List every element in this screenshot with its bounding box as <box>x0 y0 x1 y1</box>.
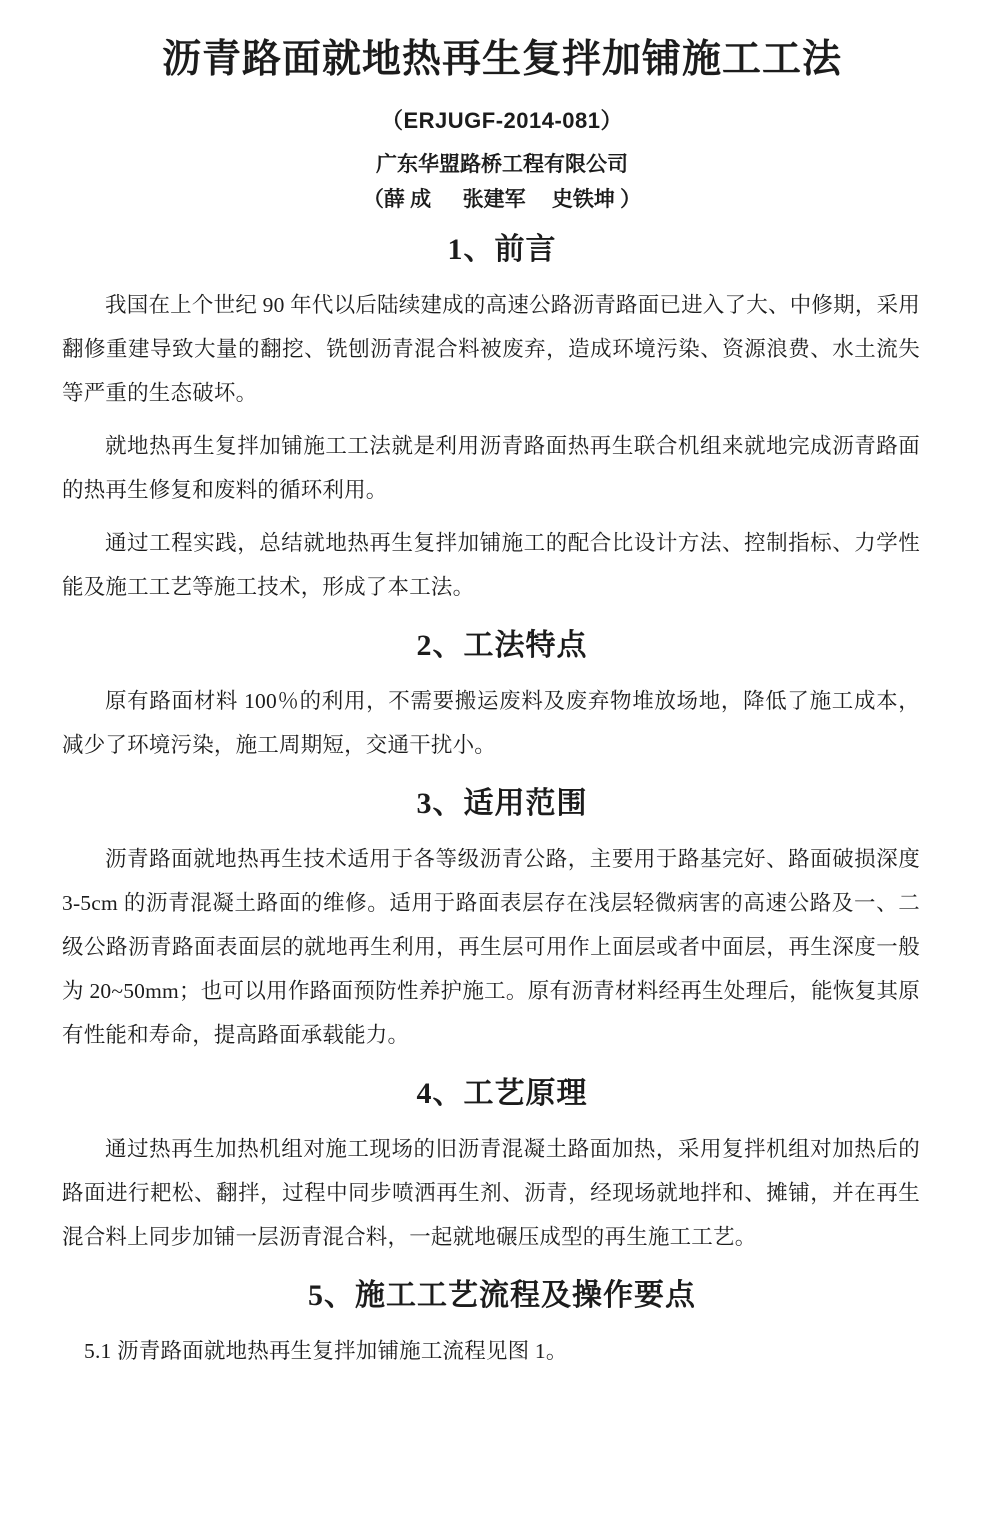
authors-line: （薛 成 张建军 史铁坤 ） <box>362 187 642 211</box>
section-heading-process: 5、施工工艺流程及操作要点 <box>308 1279 696 1312</box>
section-heading-features: 2、工法特点 <box>416 629 588 662</box>
paragraph: 原有路面材料 100％的利用，不需要搬运废料及废弃物堆放场地，降低了施工成本，减少了环境污染，施工周期短，交通干扰小。 <box>62 689 920 757</box>
paragraph: 通过工程实践，总结就地热再生复拌加铺施工的配合比设计方法、控制指标、力学性能及施工工艺等施工技术，形成了本工法。 <box>62 531 920 599</box>
paragraph: 沥青路面就地热再生技术适用于各等级沥青公路，主要用于路基完好、路面破损深度 3-5cm 的沥青混凝土路面的维修。适用于路面表层存在浅层轻微病害的高速公路及一、二级公路沥青路面表面层的就地再生利用，再生层可用作上面层或者中面层，再生深度一般为 20~50mm；也可以用作路面预防性养护施工。原有沥青材料经再生处理后，能恢复其原有性能和寿命，提高路面承载能力。 <box>62 847 920 1047</box>
section-heading-preface: 1、前言 <box>447 233 557 266</box>
document-title: 沥青路面就地热再生复拌加铺施工工法 <box>161 38 842 81</box>
paragraph: 就地热再生复拌加铺施工工法就是利用沥青路面热再生联合机组来就地完成沥青路面的热再生修复和废料的循环利用。 <box>62 434 920 502</box>
document-number: （ERJUGF-2014-081） <box>380 108 624 133</box>
paragraph: 我国在上个世纪 90 年代以后陆续建成的高速公路沥青路面已进入了大、中修期，采用翻修重建导致大量的翻挖、铣刨沥青混合料被废弃，造成环境污染、资源浪费、水土流失等严重的生态破坏。 <box>62 293 920 405</box>
company-name: 广东华盟路桥工程有限公司 <box>376 152 628 176</box>
section-heading-scope: 3、适用范围 <box>416 787 588 820</box>
section-heading-principle: 4、工艺原理 <box>416 1077 588 1110</box>
paragraph: 通过热再生加热机组对施工现场的旧沥青混凝土路面加热，采用复拌机组对加热后的路面进行耙松、翻拌，过程中同步喷洒再生剂、沥青，经现场就地拌和、摊铺，并在再生混合料上同步加铺一层沥青混合料，一起就地碾压成型的再生施工工艺。 <box>62 1137 920 1249</box>
subsection-paragraph: 5.1 沥青路面就地热再生复拌加铺施工流程见图 1。 <box>84 1339 568 1363</box>
